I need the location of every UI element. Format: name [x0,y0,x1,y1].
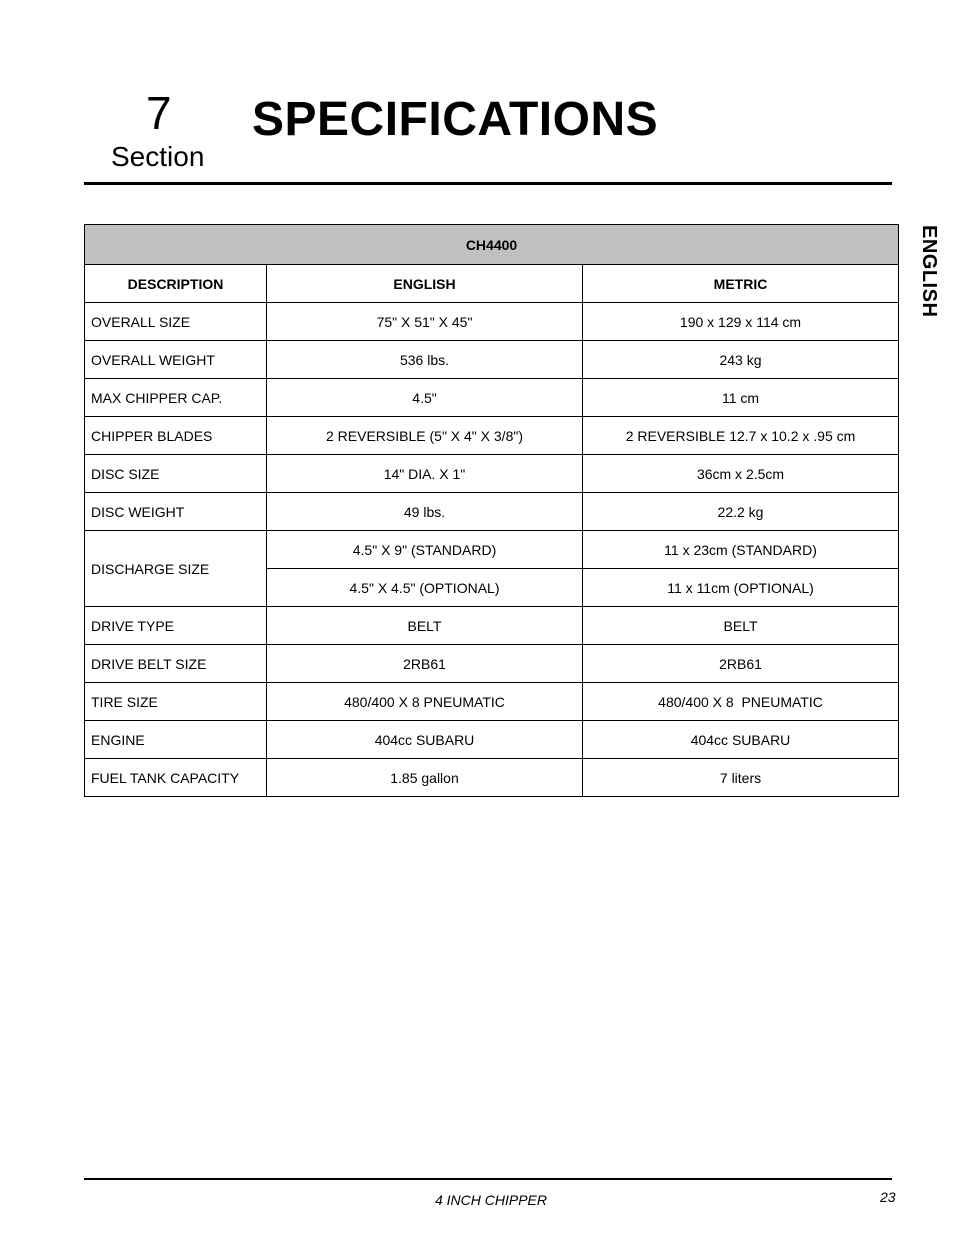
column-header-metric: METRIC [583,265,899,303]
row-metric-value: 36cm x 2.5cm [583,455,899,493]
language-tab: ENGLISH [918,225,940,318]
row-english-value: 404cc SUBARU [267,721,583,759]
row-english-value: BELT [267,607,583,645]
row-metric-value: 190 x 129 x 114 cm [583,303,899,341]
row-metric-value: 7 liters [583,759,899,797]
row-description: MAX CHIPPER CAP. [85,379,267,417]
page-title: SPECIFICATIONS [252,93,659,146]
table-row [85,493,899,531]
table-row [85,455,899,493]
row-english-value: 4.5" X 4.5" (OPTIONAL) [267,569,583,607]
table-row [85,721,899,759]
row-description: DISC WEIGHT [85,493,267,531]
row-description: DRIVE TYPE [85,607,267,645]
row-metric-value: 11 x 11cm (OPTIONAL) [583,569,899,607]
footer-text: 4 INCH CHIPPER [434,1192,548,1208]
model-row [85,225,899,265]
table-row [85,417,899,455]
column-header-description: DESCRIPTION [85,265,267,303]
row-english-value: 536 lbs. [267,341,583,379]
row-metric-value: 480/400 X 8 PNEUMATIC [583,683,899,721]
table-row [85,759,899,797]
row-english-value: 2RB61 [267,645,583,683]
section-number: 7 [146,87,172,139]
table-row [85,341,899,379]
row-description: ENGINE [85,721,267,759]
model-header: CH4400 [85,225,899,265]
page-number: 23 [880,1189,896,1205]
row-english-value: 49 lbs. [267,493,583,531]
row-english-value: 4.5" X 9" (STANDARD) [267,531,583,569]
row-metric-value: 2RB61 [583,645,899,683]
row-metric-value: 22.2 kg [583,493,899,531]
specifications-table [84,224,899,797]
row-metric-value: BELT [583,607,899,645]
row-english-value: 75" X 51" X 45" [267,303,583,341]
row-description: CHIPPER BLADES [85,417,267,455]
row-description: FUEL TANK CAPACITY [85,759,267,797]
row-metric-value: 11 x 23cm (STANDARD) [583,531,899,569]
row-description: DRIVE BELT SIZE [85,645,267,683]
section-label: Section [111,141,205,172]
row-english-value: 1.85 gallon [267,759,583,797]
column-header-english: ENGLISH [267,265,583,303]
row-english-value: 480/400 X 8 PNEUMATIC [267,683,583,721]
table-row [85,683,899,721]
row-description: DISCHARGE SIZE [85,531,267,607]
row-metric-value: 11 cm [583,379,899,417]
table-row [85,645,899,683]
table-row [85,303,899,341]
table-row [85,607,899,645]
row-description: OVERALL WEIGHT [85,341,267,379]
row-english-value: 14" DIA. X 1" [267,455,583,493]
row-english-value: 4.5" [267,379,583,417]
row-description: OVERALL SIZE [85,303,267,341]
row-description: TIRE SIZE [85,683,267,721]
row-metric-value: 2 REVERSIBLE 12.7 x 10.2 x .95 cm [583,417,899,455]
row-metric-value: 404cc SUBARU [583,721,899,759]
row-metric-value: 243 kg [583,341,899,379]
row-description: DISC SIZE [85,455,267,493]
footer-rule [84,1178,892,1180]
column-header-row [85,265,899,303]
table-row [85,379,899,417]
header-rule [84,182,892,185]
table-row [85,531,899,569]
row-english-value: 2 REVERSIBLE (5" X 4" X 3/8") [267,417,583,455]
